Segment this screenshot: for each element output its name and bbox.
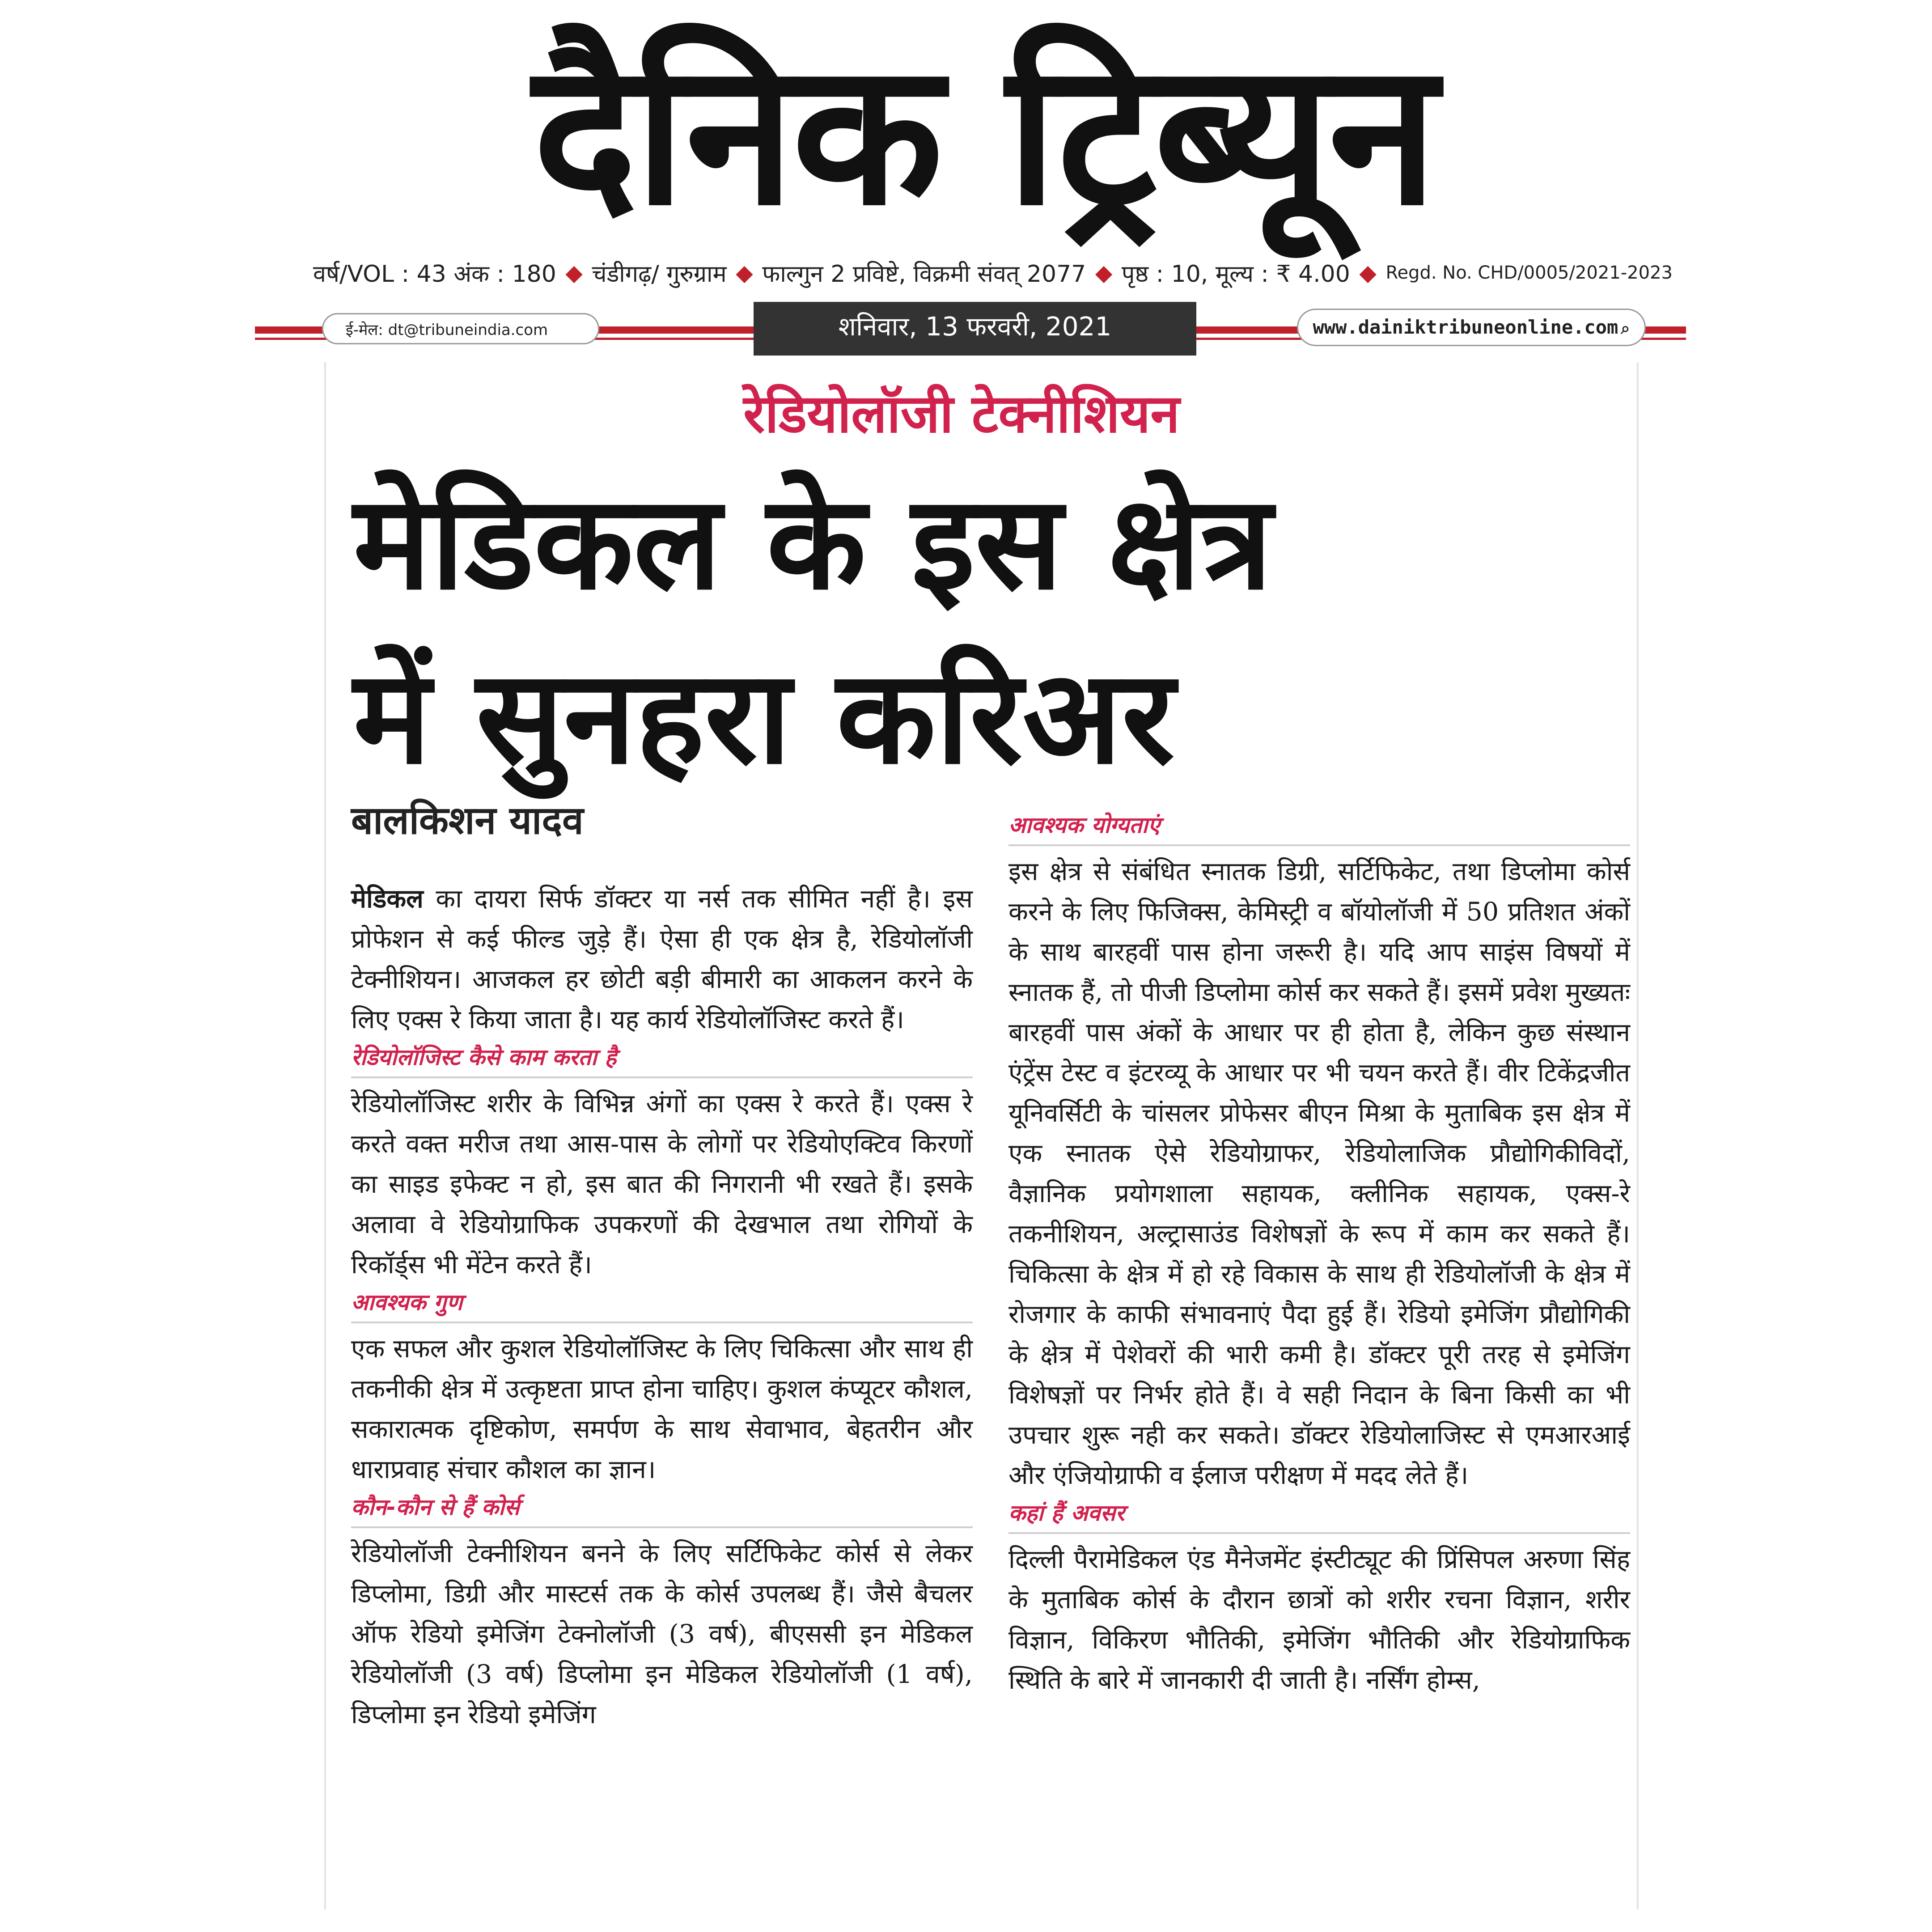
diamond-separator-icon: ◆ <box>1095 260 1113 286</box>
article-column-left <box>351 879 973 1735</box>
website-url: www.dainiktribuneonline.com <box>1313 316 1618 338</box>
website-label <box>1297 309 1646 346</box>
email-label: ई-मेल: dt@tribuneindia.com <box>322 313 599 344</box>
registration-number: Regd. No. CHD/0005/2021-2023 <box>1385 263 1673 283</box>
paragraph-how-radiologist-works: रेडियोलॉजिस्ट शरीर के विभिन्न अंगों का एक्स रे करते हैं। एक्स रे करते वक्त मरीज तथा आस-पास के लोगों पर रेडियोएक्टिव किरणों का साइड इफेक्ट न हो, इस बात की निगरानी भी रखते हैं। इसके अलावा वे रेडियोग्राफिक उपकरणों की देखभाल तथा रोगियों के रिकॉर्ड्स भी मेंटेन करते हैं। <box>351 1089 973 1280</box>
author-byline: बालकिशन यादव <box>351 798 584 843</box>
pages-and-price: पृष्ठ : 10, मूल्य : ₹ 4.00 <box>1121 260 1350 288</box>
volume-issue: वर्ष/VOL : 43 अंक : 180 <box>313 260 556 288</box>
diamond-separator-icon: ◆ <box>565 260 583 286</box>
subhead-how-radiologist-works: रेडियोलॉजिस्ट कैसे काम करता है <box>351 1042 973 1078</box>
subhead-eligibility: आवश्यक योग्यताएं <box>1008 809 1630 846</box>
intro-text: का दायरा सिर्फ डॉक्टर या नर्स तक सीमित नहीं है। इस प्रोफेशन से कई फील्ड जुड़े हैं। ऐसा ही एक क्षेत्र है, रेडियोलॉजी टेक्नीशियन। आजकल हर छोटी बड़ी बीमारी का आकलन करने के लिए एक्स रे किया जाता है। यह कार्य रेडियोलॉजिस्ट करते हैं। <box>351 884 973 1034</box>
diamond-separator-icon: ◆ <box>1359 260 1377 286</box>
masthead-meta-row <box>313 255 1673 291</box>
intro-lead-word: मेडिकल <box>351 884 424 914</box>
article-border-left <box>324 362 326 1910</box>
paragraph-courses: रेडियोलॉजी टेक्नीशियन बनने के लिए सर्टिफिकेट कोर्स से लेकर डिप्लोमा, डिग्री और मास्टर्स तक के कोर्स उपलब्ध हैं। जैसे बैचलर ऑफ रेडियो इमेजिंग टेक्नोलॉजी (3 वर्ष), बीएससी इन मेडिकल रेडियोलॉजी (3 वर्ष) डिप्लोमा इन मेडिकल रेडियोलॉजी (1 वर्ष), डिप्लोमा इन रेडियो इमेजिंग <box>351 1539 973 1729</box>
article-column-right <box>1008 809 1630 1700</box>
diamond-separator-icon: ◆ <box>736 260 753 286</box>
subhead-courses: कौन-कौन से हैं कोर्स <box>351 1491 973 1528</box>
subhead-opportunities: कहां हैं अवसर <box>1008 1497 1630 1534</box>
masthead-title: दैनिक ट्रिब्यून <box>533 20 1435 249</box>
article-headline <box>353 456 1632 805</box>
paragraph-required-qualities: एक सफल और कुशल रेडियोलॉजिस्ट के लिए चिकित्सा और साथ ही तकनीकी क्षेत्र में उत्कृष्टता प्राप्त होना चाहिए। कुशल कंप्यूटर कौशल, सकारात्मक दृष्टिकोण, समर्पण के साथ सेवाभाव, बेहतरीन और धाराप्रवाह संचार कौशल का ज्ञान। <box>351 1334 973 1484</box>
article-border-right <box>1637 362 1639 1910</box>
subhead-required-qualities: आवश्यक गुण <box>351 1287 973 1323</box>
magnifier-icon: ⌕ <box>1621 319 1630 338</box>
intro-paragraph <box>351 879 973 1040</box>
headline-line-2: में सुनहरा करिअर <box>353 642 1175 793</box>
paragraph-eligibility: इस क्षेत्र से संबंधित स्नातक डिग्री, सर्टिफिकेट, तथा डिप्लोमा कोर्स करने के लिए फिजिक्स, केमिस्ट्री व बॉयोलॉजी में 50 प्रतिशत अंकों के साथ बारहवीं पास होना जरूरी है। यदि आप साइंस विषयों में स्नातक हैं, तो पीजी डिप्लोमा कोर्स कर सकते हैं। इसमें प्रवेश मुख्यतः बारहवीं पास अंकों के आधार पर ही होता है, लेकिन कुछ संस्थान एंट्रेंस टेस्ट व इंटरव्यू के आधार पर भी चयन करते हैं। वीर टिकेंद्रजीत यूनिवर्सिटी के चांसलर प्रोफेसर बीएन मिश्रा के मुताबिक इस क्षेत्र में एक स्नातक ऐसे रेडियोग्राफर, रेडियोलाजिक प्रौद्योगिकीविदों, वैज्ञानिक प्रयोगशाला सहायक, क्लीनिक सहायक, एक्स-रे तकनीशियन, अल्ट्रासाउंड विशेषज्ञों के रूप में काम कर सकते हैं। चिकित्सा के क्षेत्र में हो रहे विकास के साथ ही रेडियोलॉजी के क्षेत्र में रोजगार के काफी संभावनाएं पैदा हुई हैं। रेडियो इमेजिंग प्रौद्योगिकी के क्षेत्र में पेशेवरों की भारी कमी है। डॉक्टर पूरी तरह से इमेजिंग विशेषज्ञों पर निर्भर होते हैं। वे सही निदान के बिना किसी का भी उपचार शुरू नही कर सकते। डॉक्टर रेडियोलाजिस्ट से एमआरआई और एंजियोग्राफी व ईलाज परीक्षण में मदद लेते हैं। <box>1008 857 1630 1490</box>
hindu-calendar-date: फाल्गुन 2 प्रविष्टे, विक्रमी संवत् 2077 <box>762 260 1086 288</box>
headline-line-1: मेडिकल के इस क्षेत्र <box>353 468 1273 619</box>
edition-cities: चंडीगढ़/ गुरुग्राम <box>592 260 727 288</box>
issue-date: शनिवार, 13 फरवरी, 2021 <box>754 302 1196 356</box>
paragraph-opportunities: दिल्ली पैरामेडिकल एंड मैनेजमेंट इंस्टीट्यूट की प्रिंसिपल अरुणा सिंह के मुताबिक कोर्स के दौरान छात्रों को शरीर रचना विज्ञान, शरीर विज्ञान, विकिरण भौतिकी, इमेजिंग भौतिकी और रेडियोग्राफिक स्थिति के बारे में जानकारी दी जाती है। नर्सिंग होम्स, <box>1008 1545 1630 1695</box>
article-kicker: रेडियोलॉजी टेक्नीशियन <box>743 383 1180 445</box>
